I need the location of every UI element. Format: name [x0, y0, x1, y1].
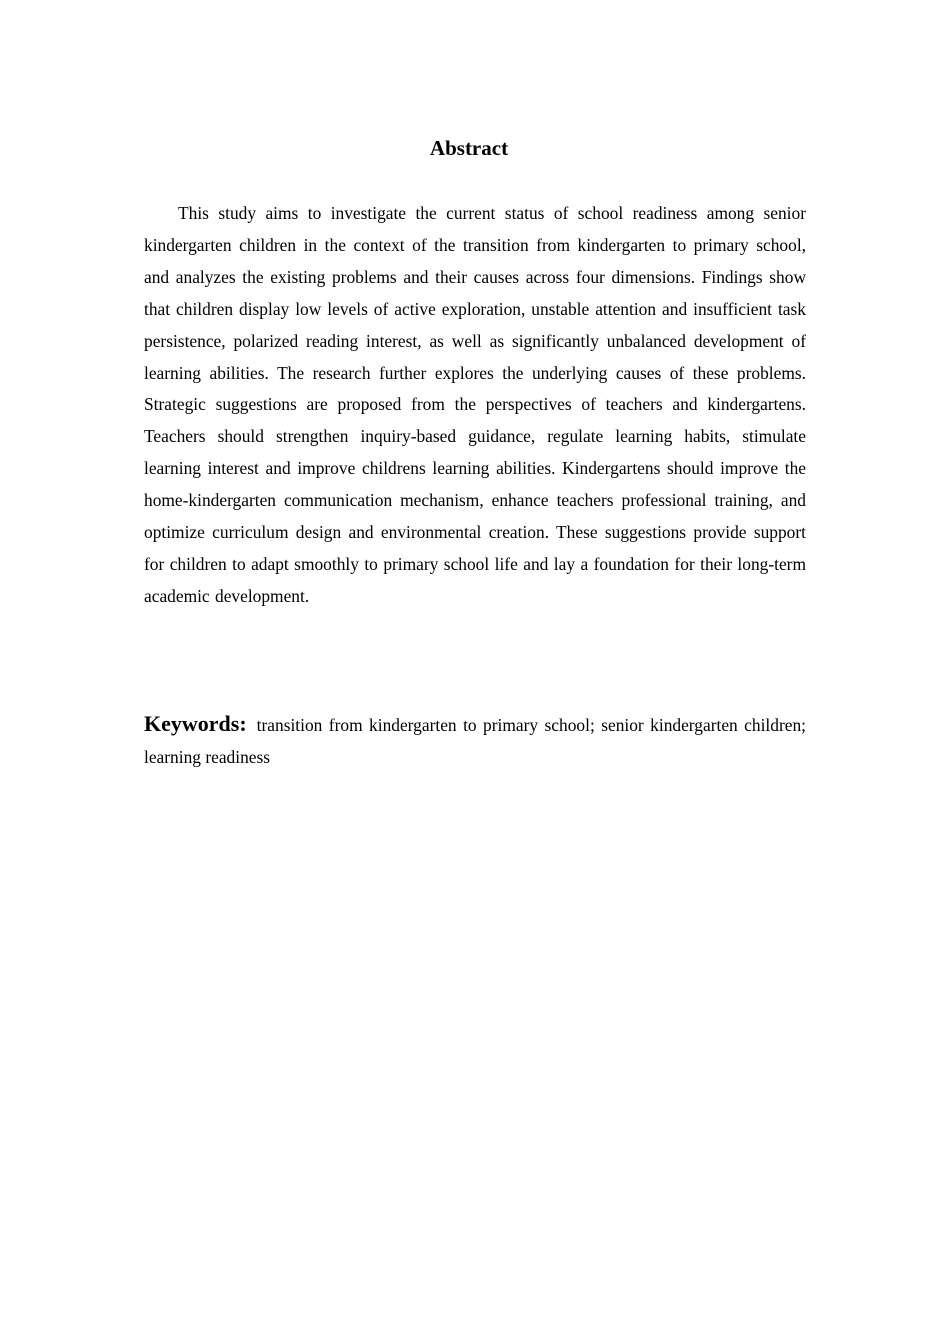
keywords-text: transition from kindergarten to primary school; senior kindergarten children; learning readiness — [144, 715, 806, 767]
keywords-label: Keywords: — [144, 711, 247, 736]
keywords-line — [144, 708, 806, 773]
abstract-title: Abstract — [429, 136, 509, 160]
abstract-paragraph: This study aims to investigate the current status of school readiness among senior kindergarten children in the context of the transition from kindergarten to primary school, and analyzes the existing problems and their causes across four dimensions. Findings show that children display low levels of active exploration, unstable attention and insufficient task persistence, polarized reading interest, as well as significantly unbalanced development of learning abilities. The research further explores the underlying causes of these problems. Strategic suggestions are proposed from the perspectives of teachers and kindergartens. Teachers should strengthen inquiry-based guidance, regulate learning habits, stimulate learning interest and improve childrens learning abilities. Kindergartens should improve the home-kindergarten communication mechanism, enhance teachers professional training, and optimize curriculum design and environmental creation. These suggestions provide support for children to adapt smoothly to primary school life and lay a foundation for their long-term academic development. — [144, 203, 806, 606]
